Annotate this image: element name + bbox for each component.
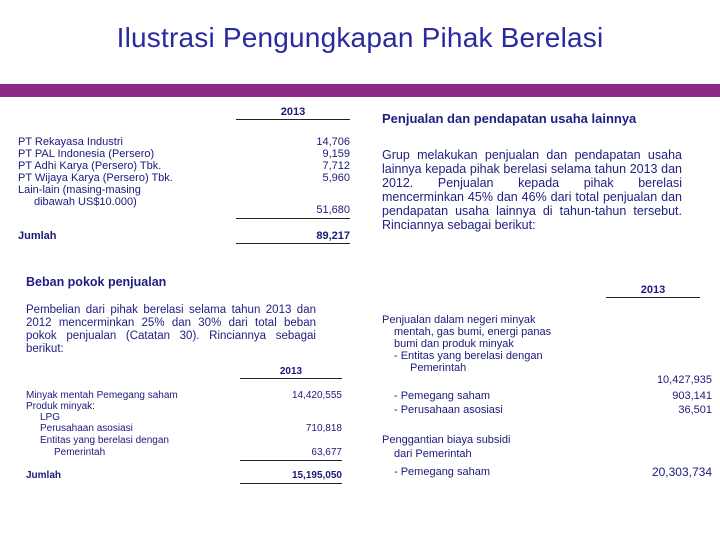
table-row-value: 20,303,734 (651, 465, 712, 479)
table-row-label: PT Wijaya Karya (Persero) Tbk. (18, 172, 173, 184)
table-row-label: Lain-lain (masing-masing (18, 184, 141, 196)
table-row-label: Penggantian biaya subsidi (382, 434, 511, 446)
table-row-label: Pemerintah (410, 362, 467, 374)
total-label: Jumlah (18, 230, 57, 242)
table-row-label: dari Pemerintah (394, 448, 472, 460)
table-row-label: Minyak mentah Pemegang saham (26, 390, 178, 401)
table-row-value: 710,818 (305, 423, 342, 434)
table-row-value: 14,420,555 (291, 390, 342, 401)
subtotal-rule (236, 218, 350, 219)
subtotal-rule (240, 460, 342, 461)
total-label: Jumlah (26, 470, 62, 481)
table-row-label: PT Adhi Karya (Persero) Tbk. (18, 160, 162, 172)
section-paragraph: Grup melakukan penjualan dan pendapatan usaha lainnya kepada pihak berelasi selama tahun 2013 dan 2012. Penjualan kepada pihak berelasi mencerminkan 45% dan 46% dari total penjualan dan pendapatan usaha lainnya di tahun-tahun tersebut. Rinciannya sebagai berikut: (382, 148, 682, 232)
total-rule (236, 243, 350, 244)
table-row-label: - Pemegang saham (394, 466, 490, 478)
table-row-value: 9,159 (322, 148, 350, 160)
section-paragraph: Pembelian dari pihak berelasi selama tahun 2013 dan 2012 mencerminkan 25% dan 30% dari total beban pokok penjualan (Catatan 30). Rinciannya sebagai berikut: (26, 304, 316, 355)
table-row-label: Produk minyak: (26, 401, 95, 412)
year-header: 2013 (240, 366, 342, 379)
year-header: 2013 (606, 284, 700, 298)
total-rule (240, 483, 342, 484)
header-divider-bar (0, 84, 720, 97)
total-value: 89,217 (316, 230, 350, 242)
table-row-label: LPG (40, 412, 61, 423)
table-row-value: 36,501 (678, 404, 712, 416)
table-row-value: 14,706 (316, 136, 350, 148)
table-row-label: - Entitas yang berelasi dengan (394, 350, 543, 362)
table-row-value: 63,677 (311, 447, 342, 458)
year-header: 2013 (236, 106, 350, 120)
table-row-label: bumi dan produk minyak (394, 338, 514, 350)
table-row-label: Penjualan dalam negeri minyak (382, 314, 536, 326)
total-value: 15,195,050 (291, 470, 342, 481)
table-row-label: Perusahaan asosiasi (40, 423, 133, 434)
table-row-label: - Pemegang saham (394, 390, 490, 402)
table-row-label: Entitas yang berelasi dengan (40, 435, 169, 446)
table-row-value: 7,712 (322, 160, 350, 172)
table-row-label: dibawah US$10.000) (34, 196, 137, 208)
table-row-label: PT PAL Indonesia (Persero) (18, 148, 155, 160)
section-heading: Beban pokok penjualan (26, 275, 167, 289)
table-row-value: 51,680 (316, 204, 350, 216)
section-heading: Penjualan dan pendapatan usaha lainnya (382, 111, 637, 126)
table-row-label: mentah, gas bumi, energi panas (394, 326, 552, 338)
page-title: Ilustrasi Pengungkapan Pihak Berelasi (116, 22, 604, 53)
table-row-value: 10,427,935 (656, 374, 712, 386)
table-row-label: Pemerintah (54, 447, 106, 458)
table-row-value: 5,960 (322, 172, 350, 184)
table-row-label: PT Rekayasa Industri (18, 136, 123, 148)
table-row-label: - Perusahaan asosiasi (394, 404, 503, 416)
table-row-value: 903,141 (672, 390, 712, 402)
